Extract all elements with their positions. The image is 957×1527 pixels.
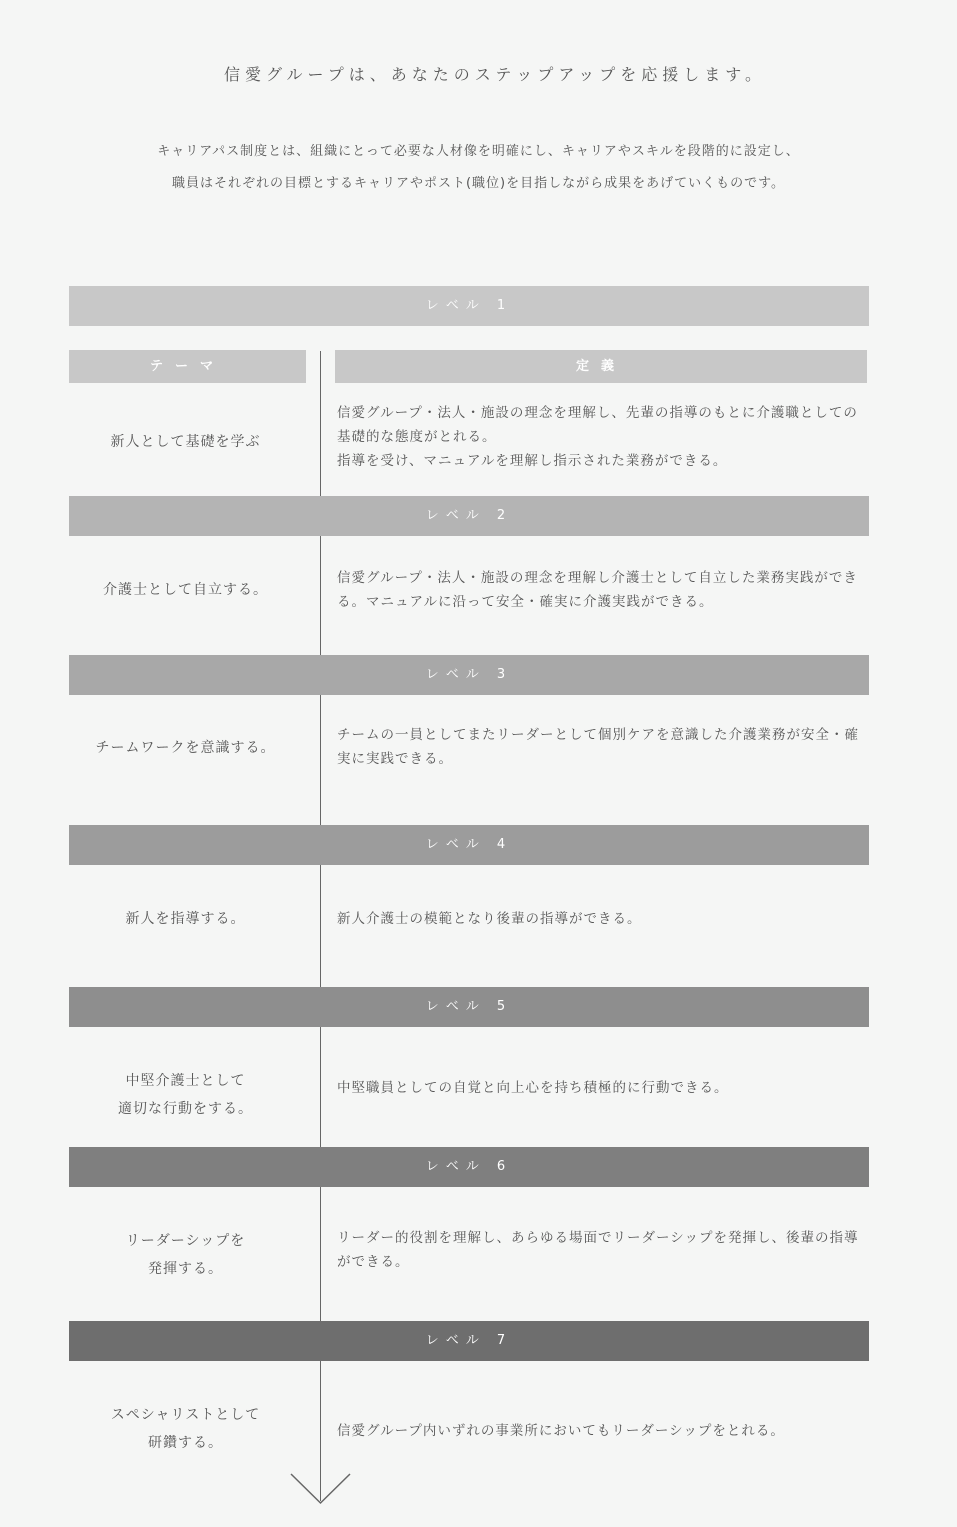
intro-line-1: キャリアパス制度とは、組織にとって必要な人材像を明確にし、キャリアやスキルを段階的に設定し、 — [157, 144, 800, 159]
theme-column-header: テーマ — [69, 350, 306, 383]
level-5-bar: レベル 5 — [69, 987, 869, 1027]
level-7-theme: スペシャリストとして 研鑽する。 — [110, 1407, 261, 1451]
level-7-bar: レベル 7 — [69, 1321, 869, 1361]
level-6-definition: リーダー的役割を理解し、あらゆる場面でリーダーシップを発揮し、後輩の指導ができる。 — [337, 1230, 859, 1270]
level-1-theme: 新人として基礎を学ぶ — [110, 434, 261, 450]
level-2-definition: 信愛グループ・法人・施設の理念を理解し介護士として自立した業務実践ができる。マニュアルに沿って安全・確実に介護実践ができる。 — [337, 570, 858, 610]
headline: 信愛グループは、あなたのステップアップを応援します。 — [223, 65, 766, 84]
level-5-definition: 中堅職員としての自覚と向上心を持ち積極的に行動できる。 — [337, 1080, 729, 1096]
level-1-bar: レベル 1 — [69, 286, 869, 326]
level-6-bar: レベル 6 — [69, 1147, 869, 1187]
level-3-bar: レベル 3 — [69, 655, 869, 695]
level-4-definition: 新人介護士の模範となり後輩の指導ができる。 — [337, 911, 642, 927]
level-2-bar: レベル 2 — [69, 496, 869, 536]
level-4-bar: レベル 4 — [69, 825, 869, 865]
level-6-theme: リーダーシップを 発揮する。 — [125, 1233, 246, 1277]
definition-column-header: 定義 — [335, 350, 867, 383]
level-2-theme: 介護士として自立する。 — [103, 582, 268, 598]
level-1-definition: 信愛グループ・法人・施設の理念を理解し、先輩の指導のもとに介護職としての基礎的な態度がとれる。 指導を受け、マニュアルを理解し指示された業務ができる。 — [337, 405, 858, 469]
intro-text — [0, 136, 957, 200]
level-3-definition: チームの一員としてまたリーダーとして個別ケアを意識した介護業務が安全・確実に実践できる。 — [337, 727, 859, 767]
chevron-down-icon — [290, 1470, 352, 1506]
level-7-definition: 信愛グループ内いずれの事業所においてもリーダーシップをとれる。 — [337, 1423, 785, 1439]
level-5-theme: 中堅介護士として 適切な行動をする。 — [118, 1073, 253, 1117]
level-4-theme: 新人を指導する。 — [125, 911, 246, 927]
intro-line-2: 職員はそれぞれの目標とするキャリアやポスト(職位)を目指しながら成果をあげていくものです。 — [171, 176, 786, 191]
level-3-theme: チームワークを意識する。 — [95, 740, 276, 756]
